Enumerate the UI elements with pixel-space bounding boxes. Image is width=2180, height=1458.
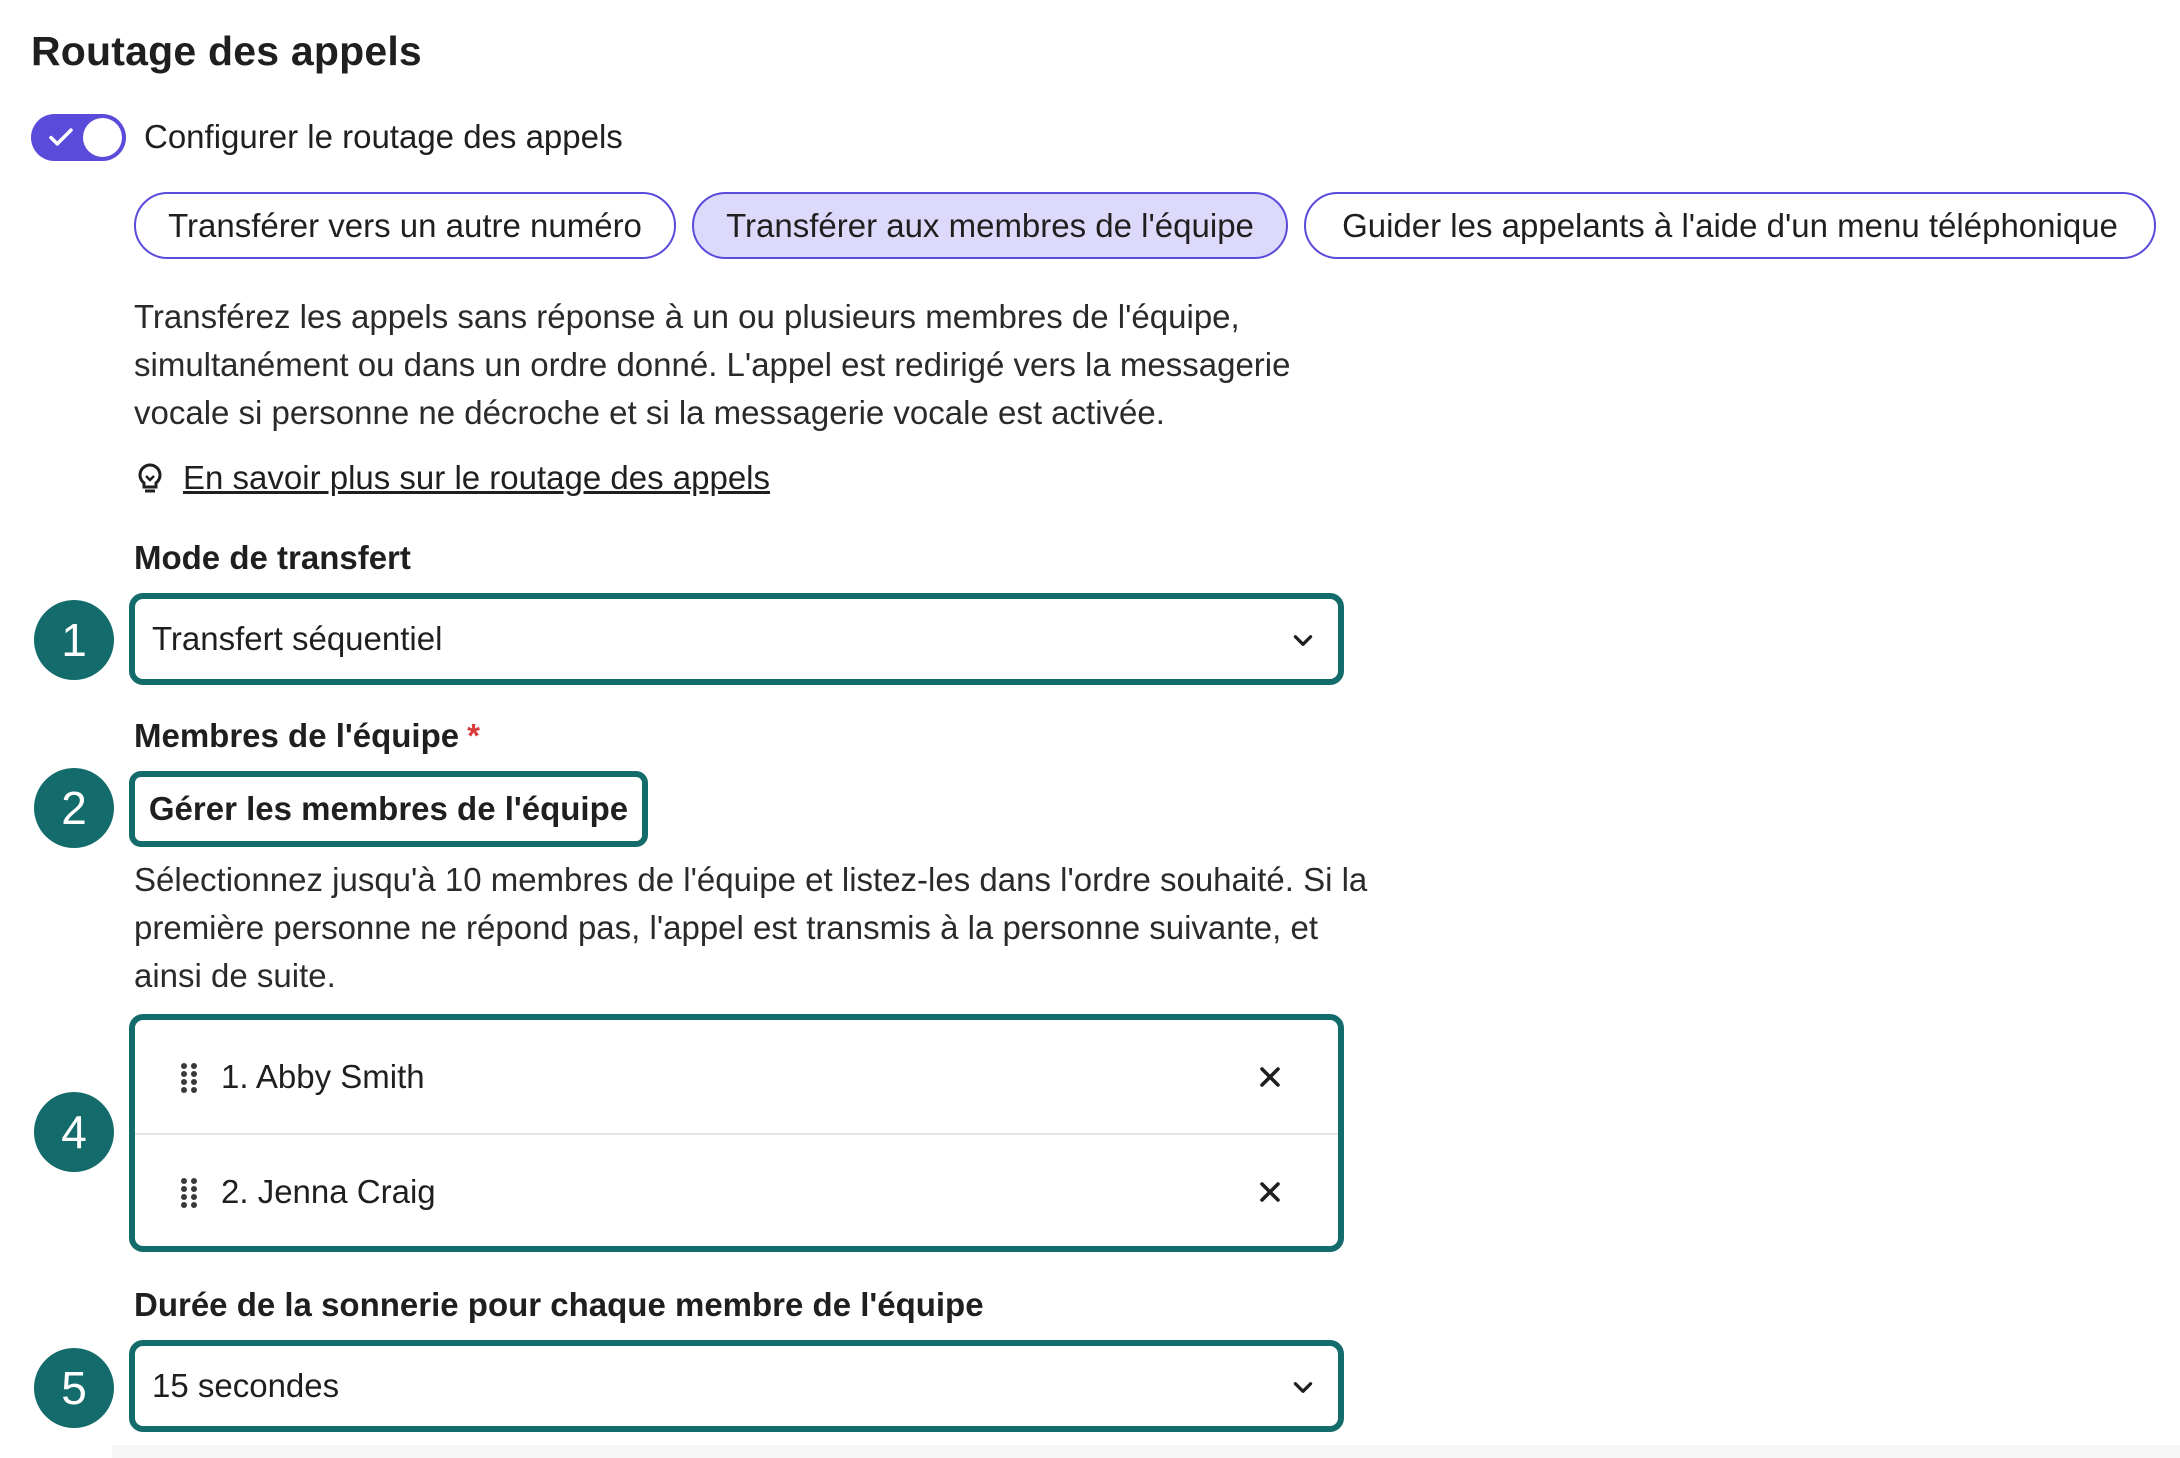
ring-duration-select[interactable] xyxy=(129,1340,1344,1432)
ring-duration-value: 15 secondes xyxy=(152,1367,340,1404)
toggle-knob xyxy=(83,118,122,157)
team-members-label-text: Membres de l'équipe xyxy=(134,717,460,754)
list-item[interactable] xyxy=(135,1020,1338,1135)
toggle-label: Configurer le routage des appels xyxy=(144,118,623,155)
close-icon[interactable] xyxy=(1258,1065,1282,1089)
member-name: 1. Abby Smith xyxy=(221,1058,425,1095)
option-forward-number[interactable]: Transférer vers un autre numéro xyxy=(134,192,676,259)
member-name: 2. Jenna Craig xyxy=(221,1173,436,1210)
transfer-mode-value: Transfert séquentiel xyxy=(152,620,443,657)
routing-description: Transférez les appels sans réponse à un ou plusieurs membres de l'équipe, simultanément ou dans un ordre donné. L'appel est redirigé vers la messagerie vocale si personne ne décroche et si la messagerie vocale est activée. xyxy=(134,298,1291,431)
drag-handle-icon[interactable] xyxy=(179,1177,199,1209)
team-members-help: Sélectionnez jusqu'à 10 membres de l'équipe et listez-les dans l'ordre souhaité. Si la première personne ne répond pas, l'appel est transmis à la personne suivante, et ainsi de suite. xyxy=(134,861,1368,994)
option-team-members[interactable]: Transférer aux membres de l'équipe xyxy=(692,192,1288,259)
learn-more-link[interactable]: En savoir plus sur le routage des appels xyxy=(183,459,771,496)
option-phone-menu[interactable]: Guider les appelants à l'aide d'un menu téléphonique xyxy=(1304,192,2156,259)
page-footer-edge xyxy=(112,1445,2180,1458)
page-title: Routage des appels xyxy=(31,28,422,74)
routing-toggle[interactable] xyxy=(31,114,126,161)
check-icon xyxy=(46,122,76,152)
transfer-mode-label: Mode de transfert xyxy=(134,539,411,576)
drag-handle-icon[interactable] xyxy=(179,1062,199,1094)
list-item[interactable] xyxy=(135,1135,1338,1248)
required-marker: * xyxy=(467,717,480,754)
step-badge-2: 2 xyxy=(34,768,114,848)
lightbulb-icon xyxy=(136,462,164,496)
close-icon[interactable] xyxy=(1258,1180,1282,1204)
step-badge-1: 1 xyxy=(34,600,114,680)
step-badge-4: 4 xyxy=(34,1092,114,1172)
chevron-down-icon xyxy=(1290,1374,1316,1400)
step-badge-5: 5 xyxy=(34,1348,114,1428)
transfer-mode-select[interactable] xyxy=(129,593,1344,685)
chevron-down-icon xyxy=(1290,627,1316,653)
team-member-list xyxy=(129,1014,1344,1252)
ring-duration-label: Durée de la sonnerie pour chaque membre de l'équipe xyxy=(134,1286,984,1323)
manage-team-button[interactable] xyxy=(129,771,648,847)
team-members-label xyxy=(134,715,480,757)
manage-team-button-label: Gérer les membres de l'équipe xyxy=(148,790,629,827)
